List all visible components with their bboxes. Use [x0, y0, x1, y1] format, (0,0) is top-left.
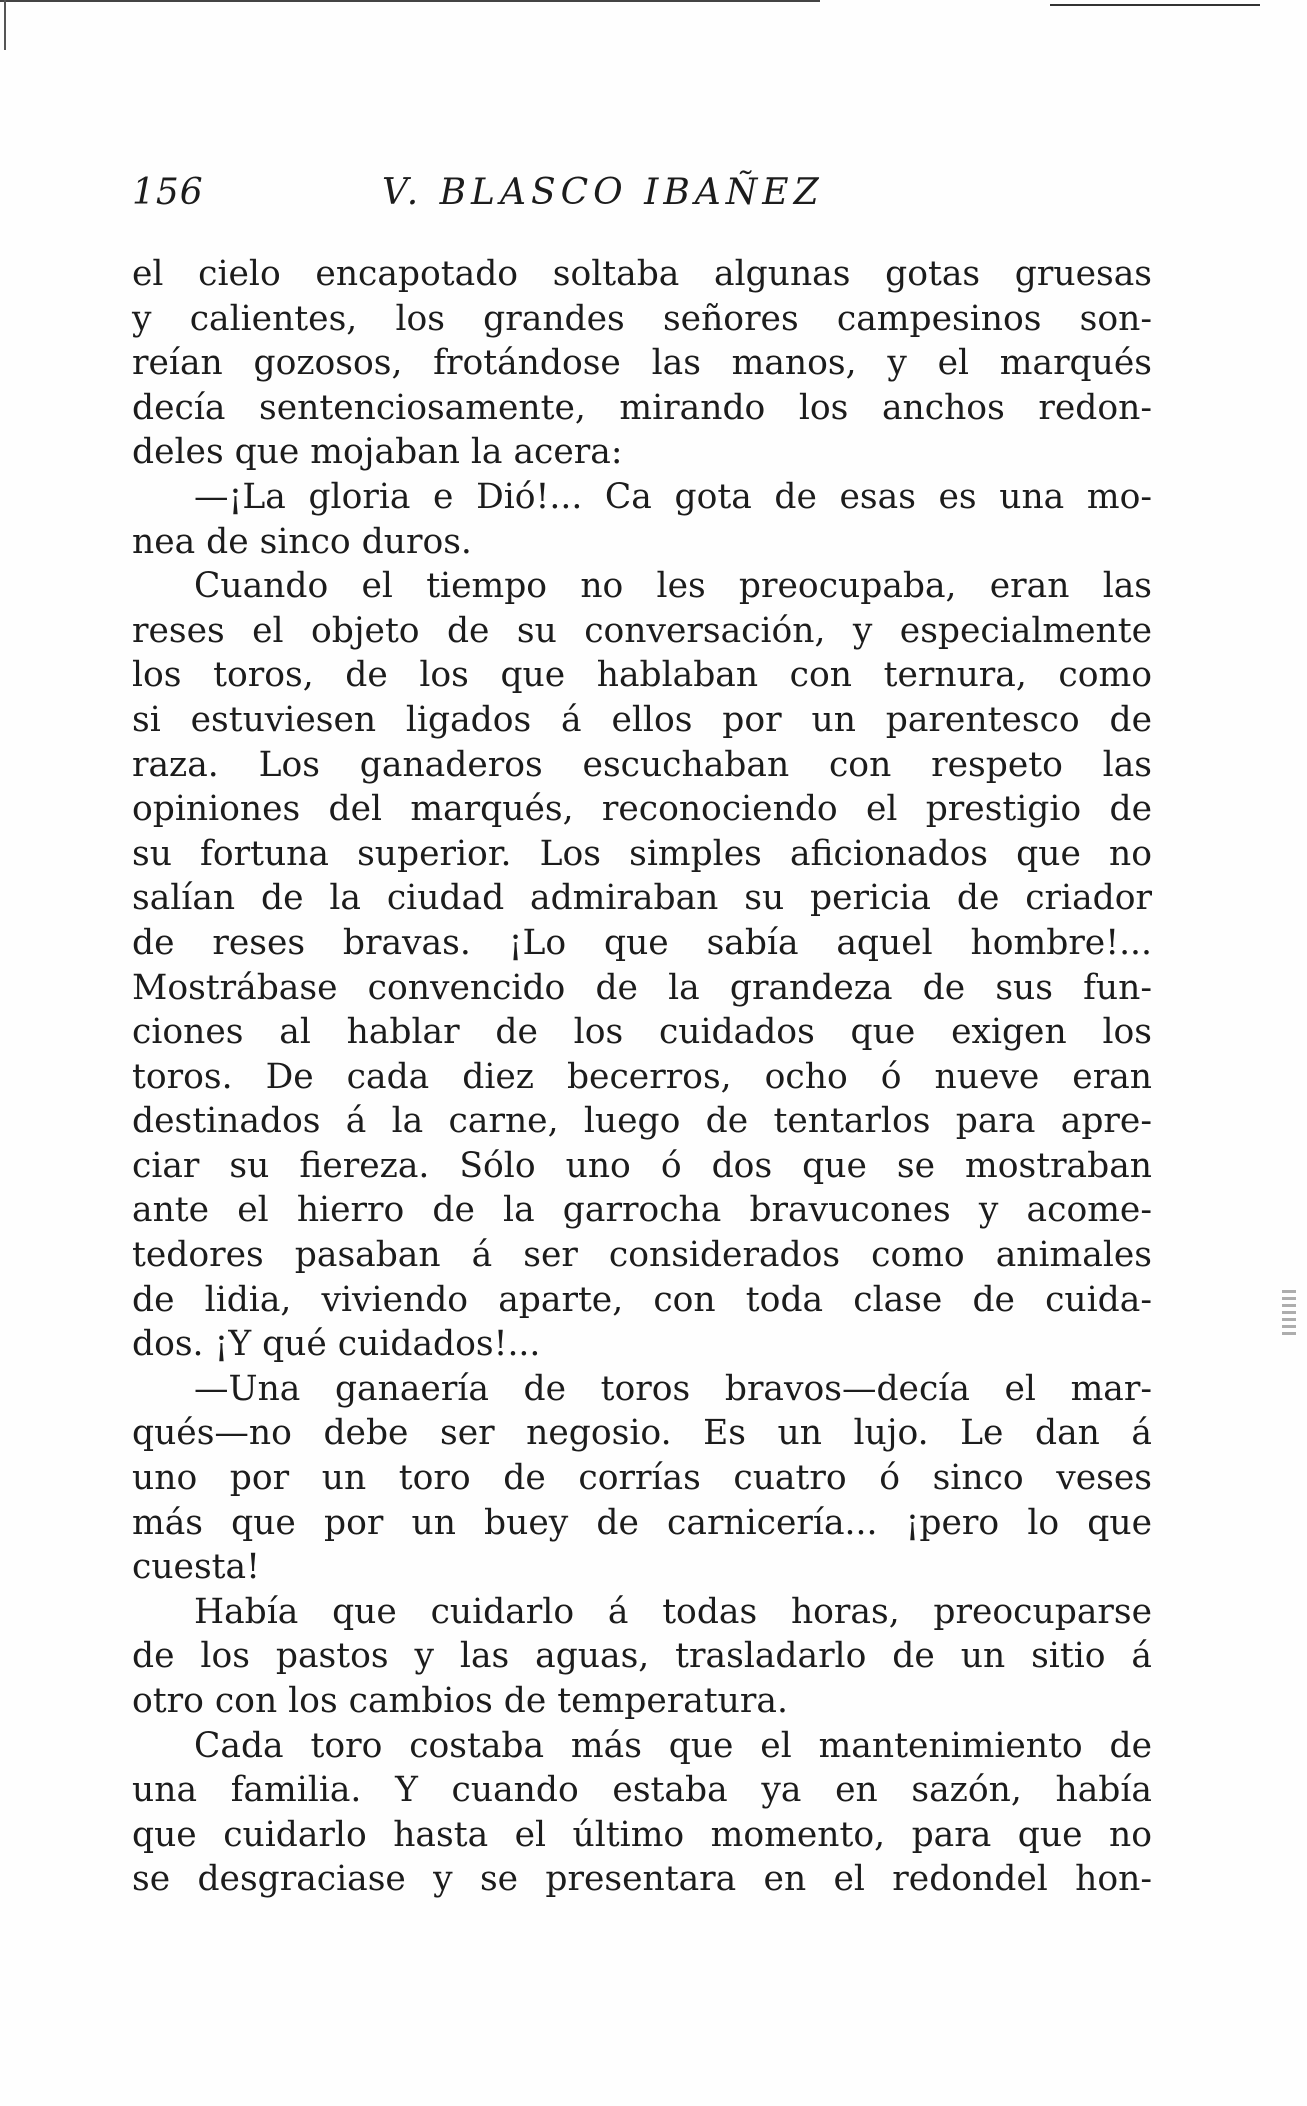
scan-edge-line-right [1050, 4, 1260, 6]
text-line: qués—no debe ser negosio. Es un lujo. Le dan á [132, 1413, 1152, 1454]
text-line: tedores pasaban á ser considerados como animales [132, 1235, 1152, 1276]
scan-edge-line [0, 0, 820, 6]
text-line: los toros, de los que hablaban con ternura, como [132, 655, 1152, 696]
text-line: reían gozosos, frotándose las manos, y el marqués [132, 343, 1152, 384]
text-line: reses el objeto de su conversación, y especialmente [132, 610, 1152, 651]
text-line: —¡La gloria e Dió!... Ca gota de esas es una mo- [194, 476, 1152, 517]
text-line: su fortuna superior. Los simples aficionados que no [132, 833, 1152, 874]
text-line: de los pastos y las aguas, trasladarlo de un sitio á [132, 1636, 1152, 1677]
text-line: de reses bravas. ¡Lo que sabía aquel hombre!... [132, 922, 1152, 963]
text-line: de lidia, viviendo aparte, con toda clase de cuida- [132, 1279, 1152, 1320]
text-line: Mostrábase convencido de la grandeza de sus fun- [132, 967, 1152, 1008]
text-line: dos. ¡Y qué cuidados!... [132, 1324, 541, 1365]
text-line: Había que cuidarlo á todas horas, preocuparse [194, 1591, 1152, 1632]
text-line: se desgraciase y se presentara en el redondel hon- [132, 1859, 1152, 1900]
text-line: ciar su fiereza. Sólo uno ó dos que se mostraban [132, 1145, 1152, 1186]
text-line: toros. De cada diez becerros, ocho ó nueve eran [132, 1056, 1152, 1097]
text-line: salían de la ciudad admiraban su pericia de criador [132, 878, 1152, 919]
text-line: uno por un toro de corrías cuatro ó sinco veses [132, 1458, 1152, 1499]
text-line: si estuviesen ligados á ellos por un parentesco de [132, 699, 1152, 740]
scan-edge-tick [4, 0, 6, 50]
text-line: deles que mojaban la acera: [132, 432, 623, 473]
scan-smudge [1282, 1290, 1296, 1338]
text-line: ante el hierro de la garrocha bravucones y acome- [132, 1190, 1152, 1231]
text-line: otro con los cambios de temperatura. [132, 1681, 788, 1721]
text-line: Cuando el tiempo no les preocupaba, eran las [194, 566, 1152, 607]
text-line: decía sentenciosamente, mirando los anchos redon- [132, 387, 1152, 428]
text-line: raza. Los ganaderos escuchaban con respeto las [132, 744, 1152, 785]
text-line: una familia. Y cuando estaba ya en sazón, había [132, 1770, 1152, 1811]
running-title: V. BLASCO IBAÑEZ [382, 172, 824, 213]
page-number: 156 [132, 172, 204, 213]
text-line: —Una ganaería de toros bravos—decía el mar- [194, 1368, 1152, 1409]
text-line: más que por un buey de carnicería... ¡pero lo que [132, 1502, 1152, 1543]
text-line: destinados á la carne, luego de tentarlos para apre- [132, 1101, 1152, 1142]
text-line: nea de sinco duros. [132, 521, 472, 562]
text-line: Cada toro costaba más que el mantenimiento de [194, 1725, 1152, 1766]
running-head [132, 172, 1192, 222]
text-line: opiniones del marqués, reconociendo el prestigio de [132, 789, 1152, 830]
text-line: ciones al hablar de los cuidados que exigen los [132, 1012, 1152, 1053]
text-line: que cuidarlo hasta el último momento, para que no [132, 1814, 1152, 1855]
text-line: y calientes, los grandes señores campesinos son- [132, 298, 1152, 339]
text-line: cuesta! [132, 1547, 260, 1588]
text-line: el cielo encapotado soltaba algunas gotas gruesas [132, 254, 1152, 294]
body-text [132, 252, 1152, 1902]
